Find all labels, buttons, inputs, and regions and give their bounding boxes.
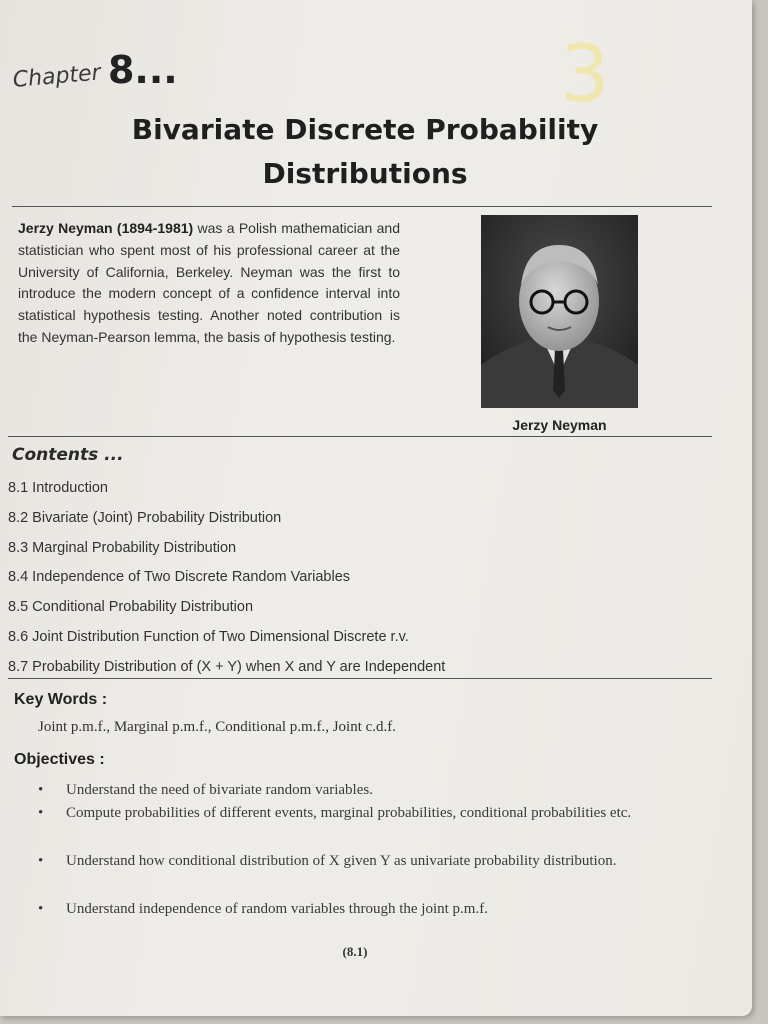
chapter-heading — [11, 48, 178, 93]
objectives-heading: Objectives : — [14, 751, 105, 768]
biography-paragraph — [18, 218, 400, 349]
objective-item — [38, 899, 710, 920]
divider-top — [12, 206, 712, 207]
objective-text: Understand the need of bivariate random variables. — [66, 782, 373, 798]
bullet-icon: • — [38, 782, 44, 798]
contents-item: 8.7 Probability Distribution of (X + Y) when X and Y are Independent — [8, 658, 446, 675]
bullet-icon: • — [38, 853, 44, 869]
divider-contents — [8, 436, 712, 437]
page-number: (8.1) — [342, 944, 368, 959]
divider-keywords — [8, 678, 712, 679]
contents-item: 8.1 Introduction — [8, 480, 108, 496]
objective-text: Understand how conditional distribution of X given Y as univariate probability distribution. — [66, 853, 617, 869]
objective-text: Compute probabilities of different events, marginal probabilities, conditional probabilities etc. — [66, 805, 632, 821]
portrait-illustration — [481, 215, 638, 408]
bullet-icon: • — [38, 805, 44, 821]
key-words-heading: Key Words : — [14, 691, 108, 708]
objectives-list — [38, 780, 710, 920]
objective-item — [38, 851, 710, 899]
contents-item: 8.6 Joint Distribution Function of Two Dimensional Discrete r.v. — [8, 628, 409, 645]
contents-heading: Contents ... — [12, 445, 124, 465]
contents-item: 8.2 Bivariate (Joint) Probability Distribution — [8, 509, 282, 526]
biography-name: Jerzy Neyman (1894-1981) — [18, 220, 194, 236]
chapter-title-line-2: Distributions — [262, 157, 468, 190]
chapter-word: Chapter — [11, 60, 102, 93]
chapter-title-line-1: Bivariate Discrete Probability — [131, 113, 599, 146]
biography-text: was a Polish mathematician and statistician who spent most of his professional career at the University of California, Berkeley. Neyman was the first to introduce the modern concept of a confidence interval into statistical hypothesis testing. Another noted contribution is the Neyman-Pearson lemma, the basis of hypothesis testing. — [18, 220, 400, 345]
objective-item — [38, 780, 710, 803]
chapter-title — [60, 108, 670, 196]
contents-item: 8.4 Independence of Two Discrete Random Variables — [8, 569, 351, 586]
portrait-photo — [481, 215, 638, 408]
objective-text: Understand independence of random variables through the joint p.m.f. — [66, 901, 488, 917]
portrait-caption: Jerzy Neyman — [512, 417, 607, 433]
contents-list — [8, 480, 708, 689]
chapter-number: 8... — [107, 48, 178, 92]
key-words-text: Joint p.m.f., Marginal p.m.f., Conditional p.m.f., Joint c.d.f. — [38, 719, 397, 735]
contents-item: 8.5 Conditional Probability Distribution — [8, 599, 254, 616]
objective-item — [38, 803, 710, 851]
contents-item: 8.3 Marginal Probability Distribution — [8, 539, 237, 556]
bullet-icon: • — [38, 901, 44, 917]
pencil-doodle: 3 — [560, 30, 610, 120]
